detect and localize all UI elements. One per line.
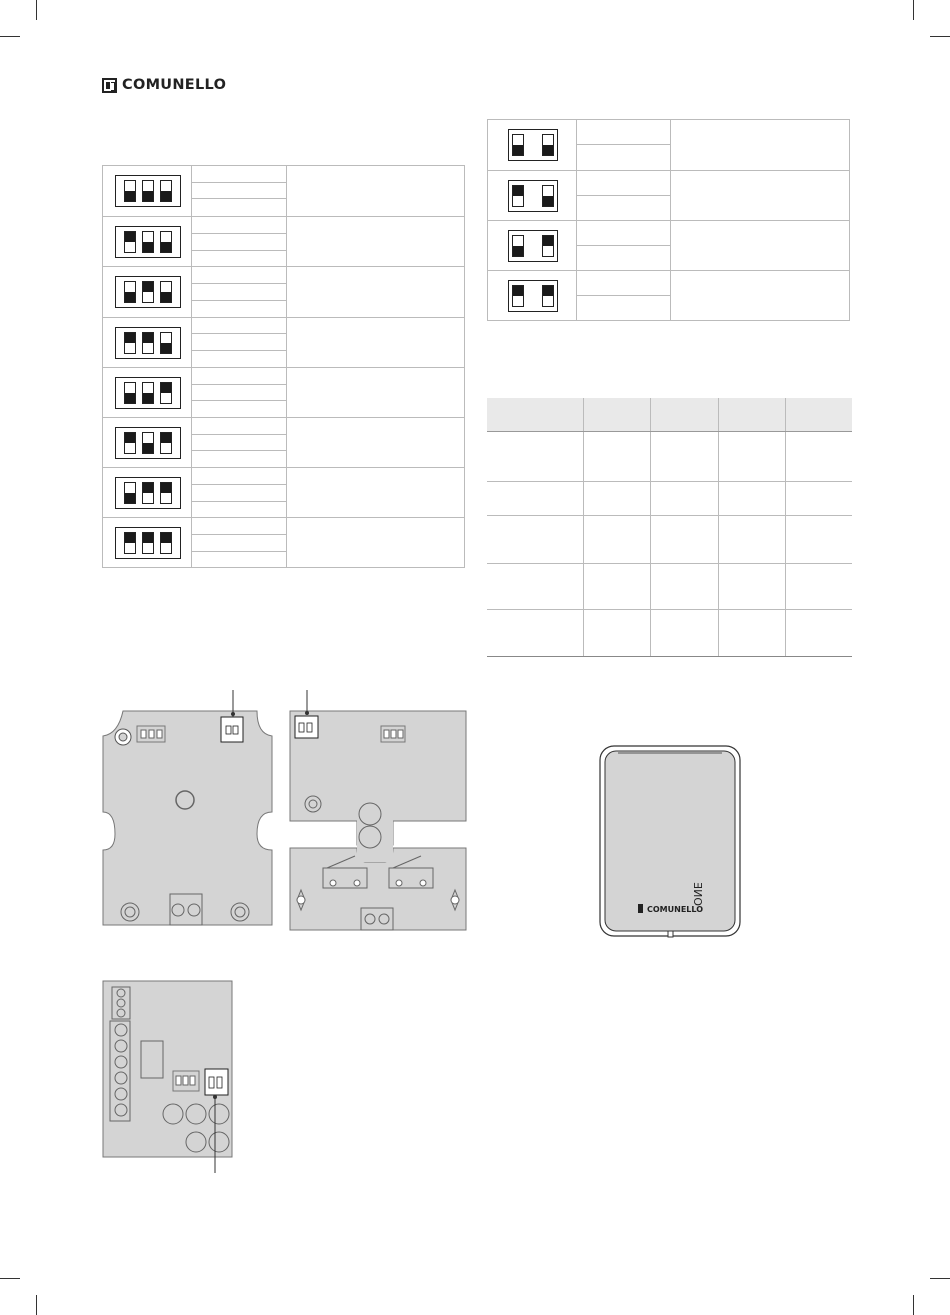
setting-subcell xyxy=(192,401,286,418)
setting-subcell xyxy=(192,301,286,318)
setting-subcell xyxy=(192,217,286,234)
setting-subcell xyxy=(192,368,286,385)
dip-switch-lever xyxy=(142,482,154,504)
dip-switch-lever xyxy=(160,231,172,253)
setting-subcell xyxy=(192,234,286,251)
setting-subcell xyxy=(577,296,670,321)
dip-switch-icon xyxy=(508,280,558,312)
table-header-cell xyxy=(785,398,852,432)
setting-subcell xyxy=(192,502,286,519)
dip-switch-icon xyxy=(115,477,181,509)
dip-switch-cell xyxy=(103,368,192,417)
table-row xyxy=(103,367,464,417)
dip-switch-icon xyxy=(508,180,558,212)
table-row xyxy=(488,270,849,320)
table-header-cell xyxy=(584,398,651,432)
dip-switch-lever xyxy=(124,180,136,202)
setting-subcell xyxy=(192,435,286,452)
dip-switch-lever xyxy=(142,382,154,404)
dip-switch-lever xyxy=(124,281,136,303)
table-row xyxy=(488,120,849,170)
setting-subcell xyxy=(577,196,670,221)
setting-description xyxy=(286,518,464,567)
dip-switch-cell xyxy=(488,120,577,170)
dip-switch-lever xyxy=(124,482,136,504)
remote-model: ONE xyxy=(691,882,704,906)
setting-description xyxy=(286,468,464,517)
setting-subcell xyxy=(192,518,286,535)
table-row xyxy=(488,170,849,220)
table-row xyxy=(487,432,852,482)
circuit-board-2 xyxy=(285,690,470,935)
setting-description xyxy=(286,418,464,467)
circuit-board-1 xyxy=(95,690,280,935)
table-row xyxy=(103,517,464,567)
dip-switch-lever xyxy=(512,285,524,307)
comunello-logo-icon xyxy=(102,78,117,93)
dip-switch-icon xyxy=(115,226,181,258)
dip-switch-lever xyxy=(142,332,154,354)
table-header-cell xyxy=(718,398,785,432)
setting-subcell xyxy=(192,251,286,268)
dip-switch-icon xyxy=(115,327,181,359)
dip-switch-cell xyxy=(103,468,192,517)
setting-description xyxy=(670,171,849,220)
brand-logo xyxy=(102,77,226,93)
dip-switch-cell xyxy=(103,518,192,567)
setting-subcell xyxy=(192,451,286,468)
setting-subcell xyxy=(192,468,286,485)
table-row xyxy=(103,317,464,367)
setting-subcell xyxy=(192,552,286,569)
dip-switch-lever xyxy=(142,180,154,202)
setting-description xyxy=(286,166,464,216)
dip-switch-lever xyxy=(542,185,554,207)
setting-subcell xyxy=(577,145,670,170)
remote-brand: COMUNELLO xyxy=(647,905,703,914)
table-row xyxy=(103,266,464,316)
dip-switch-icon xyxy=(115,377,181,409)
dip-switch-icon xyxy=(508,129,558,161)
setting-description xyxy=(670,221,849,270)
setting-subcell xyxy=(192,418,286,435)
setting-subcell xyxy=(192,267,286,284)
setting-description xyxy=(286,217,464,266)
table-row xyxy=(103,166,464,216)
table-row xyxy=(103,216,464,266)
dip-switch-lever xyxy=(512,235,524,257)
dip-switch-icon xyxy=(115,427,181,459)
dip-switch-lever xyxy=(512,134,524,156)
dip-switch-lever xyxy=(142,231,154,253)
dip-switch-lever xyxy=(542,235,554,257)
setting-subcell xyxy=(577,171,670,196)
dip2-settings-table xyxy=(487,119,850,321)
dip-switch-lever xyxy=(142,432,154,454)
table-header-cell xyxy=(487,398,584,432)
table-row xyxy=(103,467,464,517)
setting-description xyxy=(286,368,464,417)
dip-switch-icon xyxy=(115,276,181,308)
setting-description xyxy=(286,318,464,367)
table-header-row xyxy=(487,398,852,432)
table-row xyxy=(488,220,849,270)
setting-subcell xyxy=(192,485,286,502)
dip-switch-cell xyxy=(103,267,192,316)
compatibility-table xyxy=(487,398,852,657)
table-row xyxy=(103,417,464,467)
setting-subcell xyxy=(192,183,286,200)
dip-switch-cell xyxy=(488,221,577,270)
circuit-board-3 xyxy=(95,975,245,1175)
dip-switch-cell xyxy=(103,166,192,216)
dip-switch-lever xyxy=(542,134,554,156)
dip-switch-lever xyxy=(142,532,154,554)
dip-switch-lever xyxy=(160,432,172,454)
dip-switch-icon xyxy=(508,230,558,262)
dip-switch-lever xyxy=(142,281,154,303)
dip-switch-lever xyxy=(124,432,136,454)
dip-switch-lever xyxy=(124,382,136,404)
table-row xyxy=(487,482,852,516)
dip-switch-lever xyxy=(160,532,172,554)
dip-switch-cell xyxy=(488,171,577,220)
dip-switch-cell xyxy=(103,318,192,367)
setting-subcell xyxy=(577,120,670,145)
setting-subcell xyxy=(192,166,286,183)
setting-subcell xyxy=(192,385,286,402)
setting-subcell xyxy=(577,246,670,271)
setting-description xyxy=(670,271,849,320)
dip-switch-cell xyxy=(488,271,577,320)
dip-switch-lever xyxy=(160,482,172,504)
setting-subcell xyxy=(577,271,670,296)
setting-subcell xyxy=(577,221,670,246)
setting-subcell xyxy=(192,351,286,368)
dip-switch-cell xyxy=(103,418,192,467)
dip3-settings-table xyxy=(102,165,465,568)
dip-switch-icon xyxy=(115,527,181,559)
setting-subcell xyxy=(192,199,286,216)
table-header-cell xyxy=(651,398,718,432)
dip-switch-lever xyxy=(160,281,172,303)
table-row xyxy=(487,564,852,610)
table-row xyxy=(487,610,852,657)
setting-subcell xyxy=(192,535,286,552)
dip-switch-lever xyxy=(124,332,136,354)
setting-description xyxy=(286,267,464,316)
setting-subcell xyxy=(192,334,286,351)
setting-subcell xyxy=(192,284,286,301)
brand-name: COMUNELLO xyxy=(122,77,227,93)
dip-switch-cell xyxy=(103,217,192,266)
dip-switch-lever xyxy=(542,285,554,307)
dip-switch-lever xyxy=(512,185,524,207)
dip-switch-lever xyxy=(160,382,172,404)
dip-switch-lever xyxy=(160,332,172,354)
dip-switch-icon xyxy=(115,175,181,207)
dip-switch-lever xyxy=(124,532,136,554)
dip-switch-lever xyxy=(160,180,172,202)
dip-switch-lever xyxy=(124,231,136,253)
setting-description xyxy=(670,120,849,170)
remote-control-icon xyxy=(598,744,743,939)
table-row xyxy=(487,516,852,564)
setting-subcell xyxy=(192,318,286,335)
